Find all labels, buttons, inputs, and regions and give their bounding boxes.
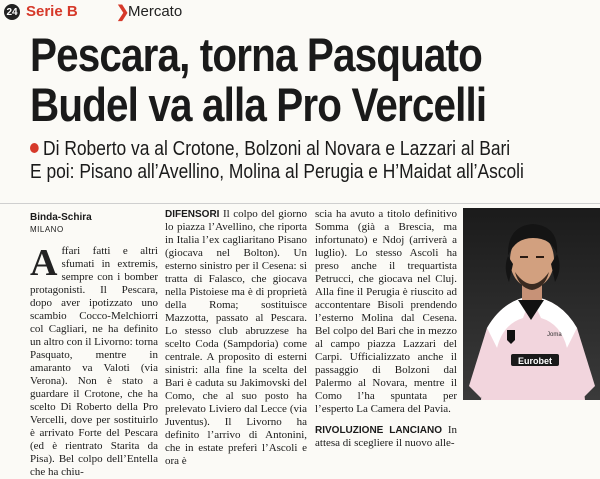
article-column-1: [30, 242, 158, 478]
bullet-icon: [30, 143, 39, 153]
column-3-tail: In attesa di scegliere il nuovo alle-: [315, 424, 457, 449]
page-number-badge: 24: [4, 4, 20, 20]
drop-cap: A: [30, 242, 58, 284]
page-header: [0, 0, 600, 24]
column-3-text: scia ha avuto a titolo definitivo Somma (già a Brescia, ma infortunato) e Ndoj (arriverà a luglio). Lo stesso Ascoli ha preso anche il trequartista Petrucci, che giocava nel Cluj. Alla fine il Perugia è riuscito ad accontentare Bisoli prendendo l’esterno Molina dal Cesena. Bel colpo del Bari che in mezzo al campo piazza Lazzari del Carpi. Ufficializzato anche il passaggio di Bolzoni dal Palermo al Novara, mentre il Como l’ha spuntata per l’esperto La Camera del Pavia.: [315, 208, 457, 415]
divider: [0, 203, 600, 204]
headline: [30, 30, 517, 130]
deck-line-1: Di Roberto va al Crotone, Bolzoni al Novara e Lazzari al Bari: [43, 138, 511, 160]
column-2-kicker: DIFENSORI: [165, 209, 220, 220]
subsection-label: Mercato: [128, 3, 183, 20]
deck-line-2: E poi: Pisano all’Avellino, Molina al Perugia e H’Maidat all’Ascoli: [30, 161, 524, 183]
article-column-2: [165, 208, 307, 467]
column-1-text: ffari fatti e altri sfumati in extremis, sempre con i bomber protagonisti. Il Pescara, dopo aver ipotizzato uno scambio Cocco-Melchiorri col Cagliari, ne ha definito un altro con il Livorno: torna Pasquato, mentre in amaranto va Valoti (via Verona). Non è stato a guardare il Crotone, che ha scelto Di Roberto della Pro Vercelli, dove per sostituirlo è arrivato Forte del Pescara (ed è rientrato Starita da Pisa). Bel colpo dell’Entella che ha chiu-: [30, 245, 158, 478]
chevron-right-icon: ❯: [116, 4, 130, 21]
deck: [30, 138, 535, 184]
byline-city: MILANO: [30, 225, 64, 234]
headline-line-2: Budel va alla Pro Vercelli: [30, 78, 487, 131]
byline-author: Binda-Schira: [30, 212, 92, 223]
headline-line-1: Pescara, torna Pasquato: [30, 28, 482, 81]
player-photo: [463, 208, 600, 400]
column-3-kicker: RIVOLUZIONE LANCIANO: [315, 425, 442, 436]
kit-sponsor-text: Eurobet: [517, 356, 553, 366]
section-label: Serie B: [26, 3, 78, 20]
kit-brand-text: Joma: [547, 332, 562, 338]
column-2-text: Il colpo del giorno lo piazza l’Avellino, che riporta in Italia l’ex cagliaritano Pisano (giocava nel Bolton). Un esterno sinistro per il Cesena: si tratta di Falasco, che giocava nella Pistoiese ma è di proprietà della Roma; sostituisce Mazzotta, passato al Pescara. Lo stesso club abruzzese ha scelto Coda (Sampdoria) come centrale. A proposito di esterni sinistri: alla fine la scelta del Bari è caduta su Jakimovski del Como, che al suo posto ha prelevato Liviero dal Lecce (via Juventus). Il Livorno ha definito l’arrivo di Antonini, che in estate preferì l’Ascoli e ora è: [165, 208, 307, 467]
article-column-3: [315, 208, 457, 449]
player-illustration: [463, 208, 600, 400]
